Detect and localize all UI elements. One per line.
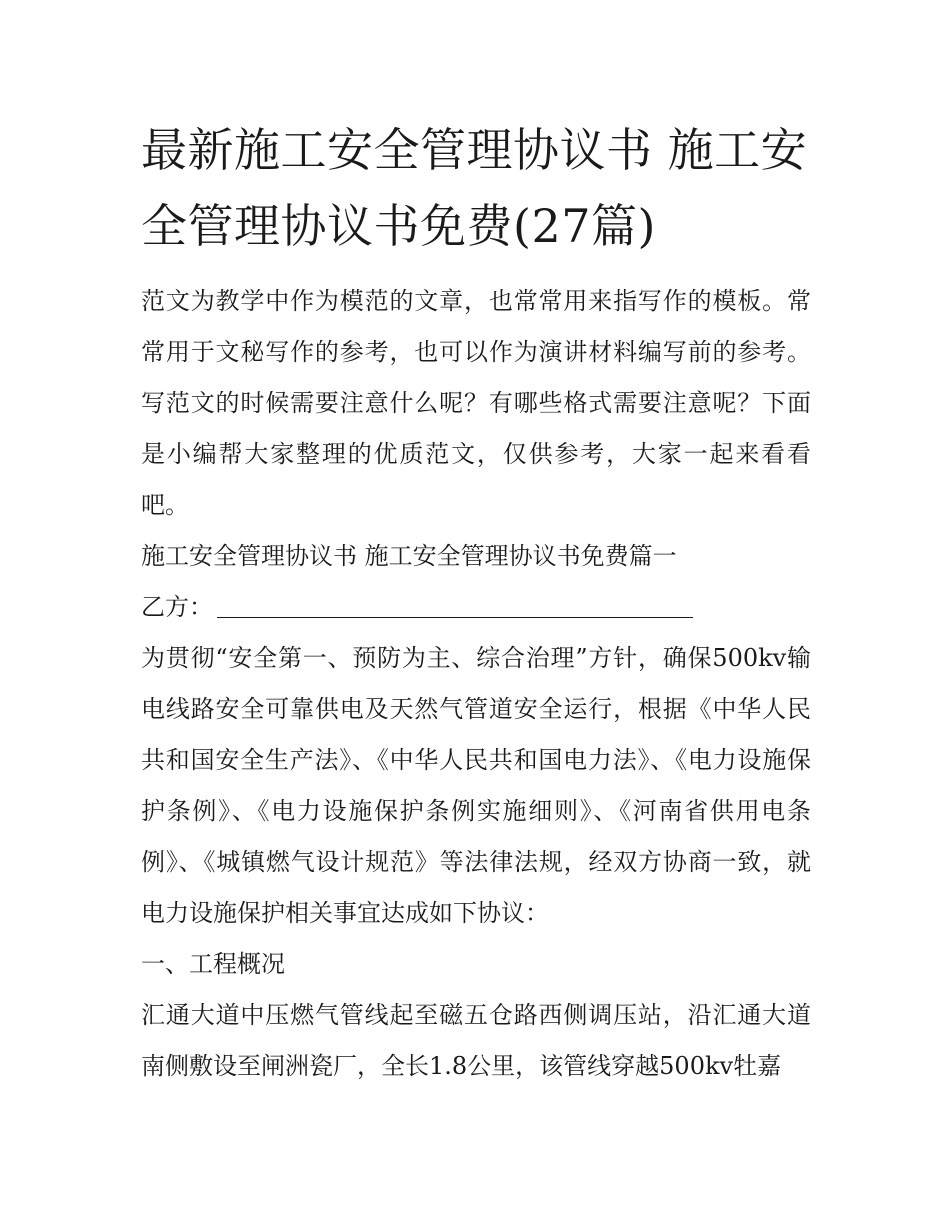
body-paragraph-1: 为贯彻“安全第一、预防为主、综合治理”方针，确保500kv输电线路安全可靠供电及天然气管道安全运行，根据《中华人民共和国安全生产法》、《中华人民共和国电力法》、《电力设施保护条例》、《电力设施保护条例实施细则》、《河南省供用电条例》、《城镇燃气设计规范》等法律法规，经双方协商一致，就电力设施保护相关事宜达成如下协议：	[141, 644, 811, 927]
section-heading: 施工安全管理协议书 施工安全管理协议书免费篇一	[141, 542, 677, 570]
document-title: 最新施工安全管理协议书 施工安全管理协议书免费(27篇)	[141, 123, 808, 253]
clause-heading-1: 一、工程概况	[141, 950, 285, 978]
signature-blank-line	[217, 616, 693, 618]
party-b-label: 乙方：	[141, 593, 213, 621]
document-page	[141, 112, 811, 1092]
party-b-line	[141, 582, 811, 633]
intro-paragraph: 范文为教学中作为模范的文章，也常常用来指写作的模板。常常用于文秘写作的参考，也可以作为演讲材料编写前的参考。写范文的时候需要注意什么呢？有哪些格式需要注意呢？下面是小编帮大家整理的优质范文，仅供参考，大家一起来看看吧。	[141, 287, 811, 519]
body-paragraph-2: 汇通大道中压燃气管线起至磁五仓路西侧调压站，沿汇通大道南侧敷设至闸洲瓷厂，全长1.8公里，该管线穿越500kv牡嘉	[141, 1001, 811, 1080]
